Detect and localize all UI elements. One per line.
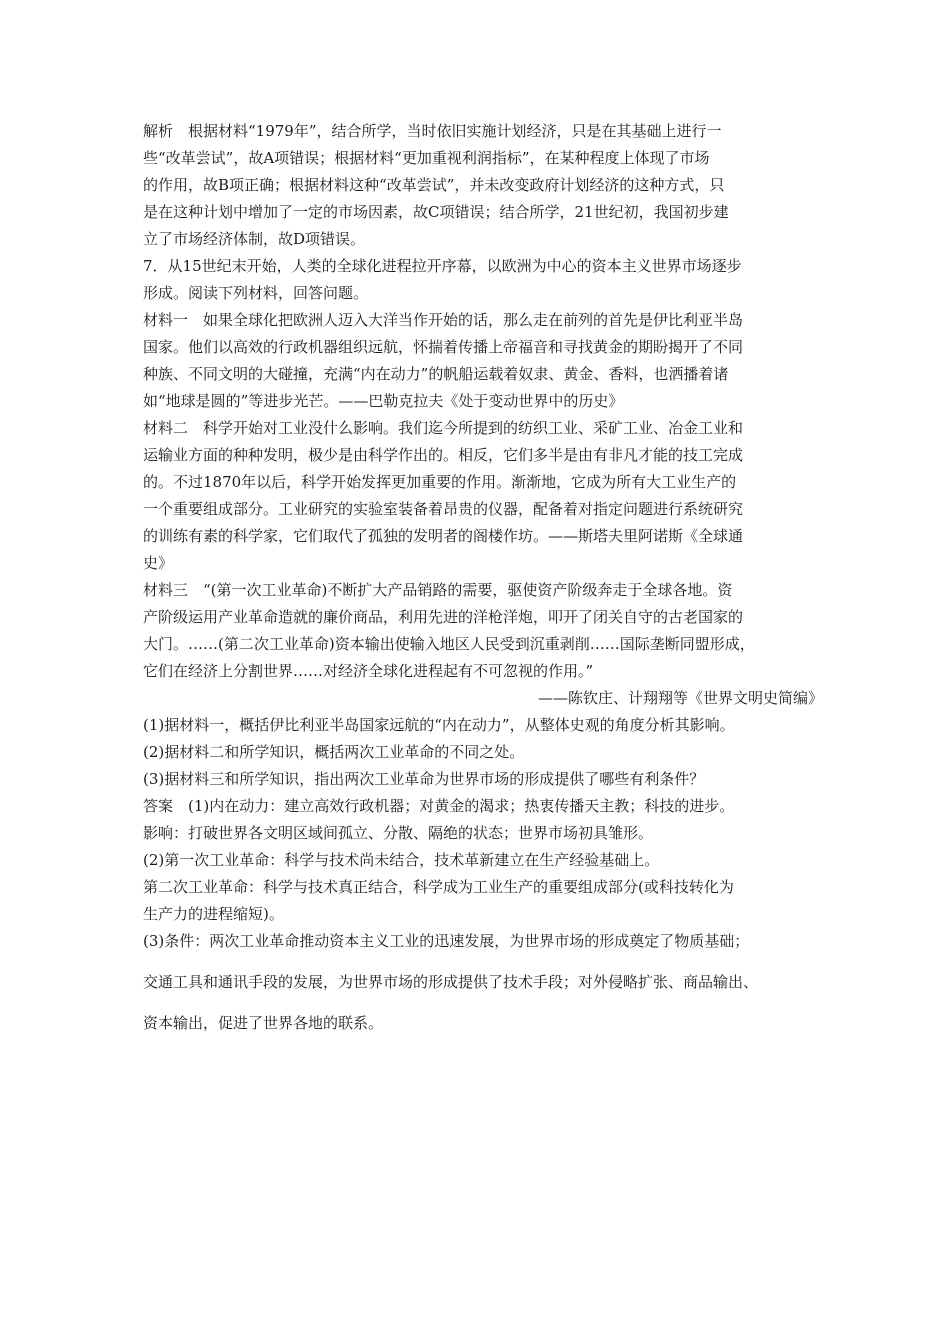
text-line: 的训练有素的科学家，它们取代了孤独的发明者的阁楼作坊。——斯塔夫里阿诺斯《全球通 bbox=[143, 527, 744, 545]
text-line: 解析 根据材料“1979年”，结合所学，当时依旧实施计划经济，只是在其基础上进行一 bbox=[143, 122, 722, 140]
question-part-3: (3)据材料三和所学知识，指出两次工业革命为世界市场的形成提供了哪些有利条件？ bbox=[143, 770, 705, 788]
text-line: 大门。……(第二次工业革命)资本输出使输入地区人民受到沉重剥削……国际垄断同盟形成， bbox=[143, 635, 755, 653]
text-line: 运输业方面的种种发明，极少是由科学作出的。相反，它们多半是由有非凡才能的技工完成 bbox=[143, 446, 744, 464]
material-two-line: 材料二 科学开始对工业没什么影响。我们迄今所提到的纺织工业、采矿工业、冶金工业和 bbox=[143, 419, 744, 437]
text-line: 它们在经济上分割世界……对经济全球化进程起有不可忽视的作用。” bbox=[143, 662, 594, 680]
text-line: 些“改革尝试”，故A项错误；根据材料“更加重视利润指标”，在某种程度上体现了市场 bbox=[143, 149, 710, 167]
question-part-2: (2)据材料二和所学知识，概括两次工业革命的不同之处。 bbox=[143, 743, 525, 761]
line-gap bbox=[143, 955, 823, 969]
text-line: (3)条件：两次工业革命推动资本主义工业的迅速发展，为世界市场的形成奠定了物质基础； bbox=[143, 932, 750, 950]
text-line: 一个重要组成部分。工业研究的实验室装备着昂贵的仪器，配备着对指定问题进行系统研究 bbox=[143, 500, 744, 518]
material-one-line: 材料一 如果全球化把欧洲人迈入大洋当作开始的话，那么走在前列的首先是伊比利亚半岛 bbox=[143, 311, 744, 329]
answer-line: 答案 (1)内在动力：建立高效行政机器；对黄金的渴求；热衷传播天主教；科技的进步。 bbox=[143, 797, 735, 815]
text-line: 种族、不同文明的大碰撞，充满“内在动力”的帆船运载着奴隶、黄金、香料，也洒播着诸 bbox=[143, 365, 729, 383]
text-line: 生产力的进程缩短)。 bbox=[143, 905, 284, 923]
text-line: 的。不过1870年以后，科学开始发挥更加重要的作用。渐渐地，它成为所有大工业生产的 bbox=[143, 473, 737, 491]
text-line: 的作用，故B项正确；根据材料这种“改革尝试”，并未改变政府计划经济的这种方式，只 bbox=[143, 176, 725, 194]
source-citation: ——陈钦庄、计翔翔等《世界文明史简编》 bbox=[537, 689, 823, 707]
text-line: 产阶级运用产业革命造就的廉价商品，利用先进的洋枪洋炮，叩开了闭关自守的古老国家的 bbox=[143, 608, 744, 626]
text-line: 形成。阅读下列材料，回答问题。 bbox=[143, 284, 369, 302]
text-line: 史》 bbox=[143, 554, 174, 572]
line-gap bbox=[143, 996, 823, 1010]
document-page bbox=[143, 118, 823, 1037]
text-line: (2)第一次工业革命：科学与技术尚未结合，技术革新建立在生产经验基础上。 bbox=[143, 851, 660, 869]
material-three-line: 材料三 “(第一次工业革命)不断扩大产品销路的需要，驱使资产阶级奔走于全球各地。资 bbox=[143, 581, 733, 599]
question-7-line: 7．从15世纪末开始，人类的全球化进程拉开序幕，以欧洲为中心的资本主义世界市场逐步 bbox=[143, 257, 742, 275]
text-line: 影响：打破世界各文明区域间孤立、分散、隔绝的状态；世界市场初具雏形。 bbox=[143, 824, 654, 842]
text-line: 资本输出，促进了世界各地的联系。 bbox=[143, 1014, 384, 1032]
text-line: 交通工具和通讯手段的发展，为世界市场的形成提供了技术手段；对外侵略扩张、商品输出、 bbox=[143, 973, 759, 991]
text-line: 如“地球是圆的”等进步光芒。——巴勒克拉夫《处于变动世界中的历史》 bbox=[143, 392, 624, 410]
text-line: 是在这种计划中增加了一定的市场因素，故C项错误；结合所学，21世纪初，我国初步建 bbox=[143, 203, 729, 221]
text-line: 国家。他们以高效的行政机器组织远航，怀揣着传播上帝福音和寻找黄金的期盼揭开了不同 bbox=[143, 338, 744, 356]
text-line: 第二次工业革命：科学与技术真正结合，科学成为工业生产的重要组成部分(或科技转化为 bbox=[143, 878, 734, 896]
question-part-1: (1)据材料一，概括伊比利亚半岛国家远航的“内在动力”，从整体史观的角度分析其影响。 bbox=[143, 716, 735, 734]
text-line: 立了市场经济体制，故D项错误。 bbox=[143, 230, 366, 248]
